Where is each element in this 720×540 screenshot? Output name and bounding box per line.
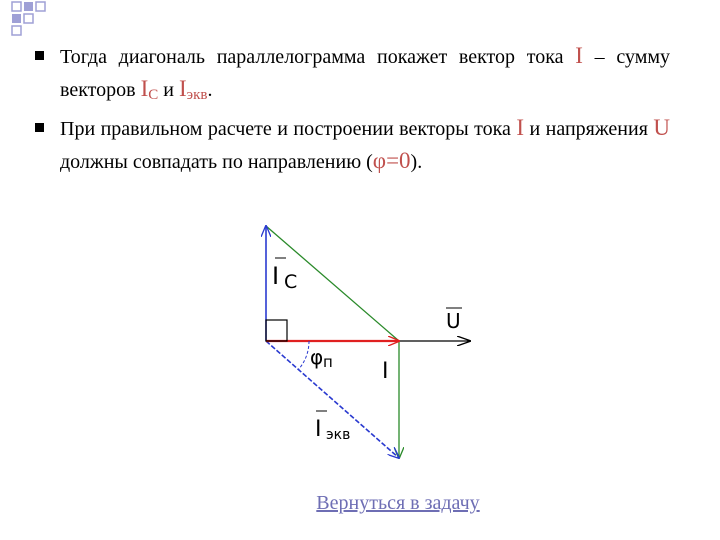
- symbol-I: I: [575, 43, 583, 68]
- bullet1-end: .: [207, 79, 213, 101]
- svg-text:I: I: [315, 417, 322, 442]
- svg-text:φ: φ: [310, 345, 324, 369]
- svg-text:п: п: [323, 353, 333, 371]
- svg-text:I: I: [382, 359, 389, 384]
- label-u: [446, 308, 462, 333]
- bullet2-text-post: должны совпадать по направлению (: [60, 151, 373, 173]
- label-iekv: [315, 411, 350, 443]
- bullet1-text-start: Тогда диагональ параллелограмма покажет вектор тока: [60, 46, 564, 68]
- right-angle-mark: [266, 320, 287, 341]
- angle-arc: [298, 341, 309, 370]
- svg-text:C: C: [284, 271, 298, 293]
- bullet2-text-mid: и напряжения: [529, 118, 648, 140]
- phi-zero: φ=0: [372, 148, 411, 173]
- bullet2-end: ).: [410, 151, 423, 173]
- label-ic: [272, 258, 297, 293]
- label-phi: [310, 345, 333, 371]
- svg-text:I: I: [272, 262, 280, 290]
- back-to-task-link[interactable]: Вернуться в задачу: [316, 492, 480, 514]
- bullet2-text-start: При правильном расчете и построении векторы тока: [60, 118, 511, 140]
- symbol-Iekv: $I_{экв}$: [178, 76, 208, 103]
- bullet1-text-mid: – сумму векторов: [60, 46, 670, 101]
- symbol-U: U: [653, 115, 670, 140]
- symbol-IC: $I_C$: [140, 76, 159, 103]
- label-i: [382, 359, 389, 384]
- svg-text:экв: экв: [326, 427, 351, 443]
- symbol-I: I: [516, 115, 525, 140]
- bullet1-conj: и: [163, 79, 174, 101]
- svg-text:U: U: [446, 309, 461, 333]
